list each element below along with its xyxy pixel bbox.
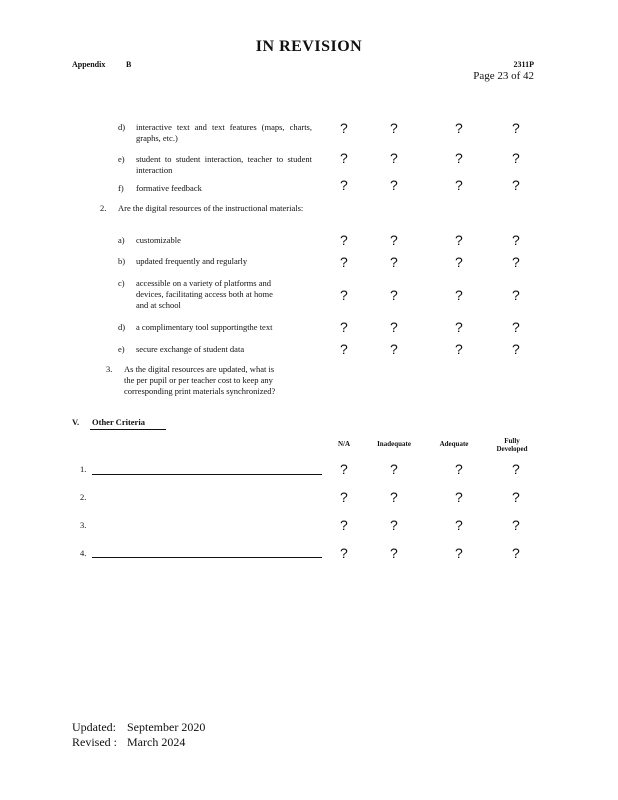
rating-checkbox[interactable]: ? bbox=[390, 545, 398, 561]
rating-checkbox[interactable]: ? bbox=[512, 341, 520, 357]
rating-checkbox[interactable]: ? bbox=[455, 517, 463, 533]
appendix-label: Appendix bbox=[72, 60, 106, 69]
updated-value: September 2020 bbox=[127, 720, 206, 734]
section-title: Other Criteria bbox=[92, 417, 145, 427]
rating-checkbox[interactable]: ? bbox=[390, 517, 398, 533]
rating-checkbox[interactable]: ? bbox=[512, 150, 520, 166]
rating-checkbox[interactable]: ? bbox=[340, 517, 348, 533]
rating-checkbox[interactable]: ? bbox=[455, 319, 463, 335]
rating-checkbox[interactable]: ? bbox=[340, 254, 348, 270]
appendix-value: B bbox=[126, 60, 132, 69]
other-criteria-line[interactable] bbox=[92, 474, 322, 475]
updated-label: Updated: bbox=[72, 720, 116, 734]
rating-checkbox[interactable]: ? bbox=[390, 319, 398, 335]
rating-checkbox[interactable]: ? bbox=[512, 177, 520, 193]
section-title-underline bbox=[90, 429, 166, 430]
rating-checkbox[interactable]: ? bbox=[390, 489, 398, 505]
rating-checkbox[interactable]: ? bbox=[455, 341, 463, 357]
revised-label: Revised : bbox=[72, 735, 117, 749]
section-number: V. bbox=[72, 417, 80, 427]
rating-checkbox[interactable]: ? bbox=[455, 254, 463, 270]
rating-checkbox[interactable]: ? bbox=[512, 545, 520, 561]
rating-checkbox[interactable]: ? bbox=[340, 461, 348, 477]
rating-checkbox[interactable]: ? bbox=[512, 287, 520, 303]
revised-value: March 2024 bbox=[127, 735, 186, 749]
rating-checkbox[interactable]: ? bbox=[512, 254, 520, 270]
rating-checkbox[interactable]: ? bbox=[455, 150, 463, 166]
rating-checkbox[interactable]: ? bbox=[455, 287, 463, 303]
rating-checkbox[interactable]: ? bbox=[340, 232, 348, 248]
column-header-fully-developed: Fully Developed bbox=[496, 437, 528, 453]
rating-checkbox[interactable]: ? bbox=[512, 517, 520, 533]
rating-checkbox[interactable]: ? bbox=[390, 177, 398, 193]
other-row-number: 4. bbox=[80, 548, 87, 558]
rating-checkbox[interactable]: ? bbox=[340, 150, 348, 166]
page-number: Page 23 of 42 bbox=[473, 70, 534, 82]
rating-checkbox[interactable]: ? bbox=[340, 341, 348, 357]
rating-checkbox[interactable]: ? bbox=[512, 489, 520, 505]
rating-checkbox[interactable]: ? bbox=[340, 489, 348, 505]
rating-checkbox[interactable]: ? bbox=[390, 254, 398, 270]
rating-checkbox[interactable]: ? bbox=[455, 232, 463, 248]
rating-checkbox[interactable]: ? bbox=[390, 461, 398, 477]
rating-checkbox[interactable]: ? bbox=[390, 120, 398, 136]
column-header-inadequate: Inadequate bbox=[377, 440, 411, 448]
rating-checkbox[interactable]: ? bbox=[455, 489, 463, 505]
rating-checkbox[interactable]: ? bbox=[455, 120, 463, 136]
rating-checkbox[interactable]: ? bbox=[390, 287, 398, 303]
rating-checkbox[interactable]: ? bbox=[512, 319, 520, 335]
rating-checkbox[interactable]: ? bbox=[340, 287, 348, 303]
other-row-number: 3. bbox=[80, 520, 87, 530]
other-row-number: 2. bbox=[80, 492, 87, 502]
page-title: IN REVISION bbox=[255, 38, 363, 55]
rating-checkbox[interactable]: ? bbox=[340, 319, 348, 335]
other-criteria-line[interactable] bbox=[92, 557, 322, 558]
rating-checkbox[interactable]: ? bbox=[390, 150, 398, 166]
rating-checkbox[interactable]: ? bbox=[512, 120, 520, 136]
rating-checkbox[interactable]: ? bbox=[340, 177, 348, 193]
rating-checkbox[interactable]: ? bbox=[455, 177, 463, 193]
other-row-number: 1. bbox=[80, 464, 87, 474]
rating-checkbox[interactable]: ? bbox=[340, 120, 348, 136]
rating-checkbox[interactable]: ? bbox=[390, 341, 398, 357]
rating-checkbox[interactable]: ? bbox=[455, 461, 463, 477]
rating-checkbox[interactable]: ? bbox=[455, 545, 463, 561]
rating-checkbox[interactable]: ? bbox=[340, 545, 348, 561]
rating-checkbox[interactable]: ? bbox=[390, 232, 398, 248]
document-code: 2311P bbox=[513, 60, 534, 69]
rating-checkbox[interactable]: ? bbox=[512, 461, 520, 477]
rating-checkbox[interactable]: ? bbox=[512, 232, 520, 248]
column-header-adequate: Adequate bbox=[439, 440, 469, 448]
column-header-na: N/A bbox=[337, 440, 351, 448]
